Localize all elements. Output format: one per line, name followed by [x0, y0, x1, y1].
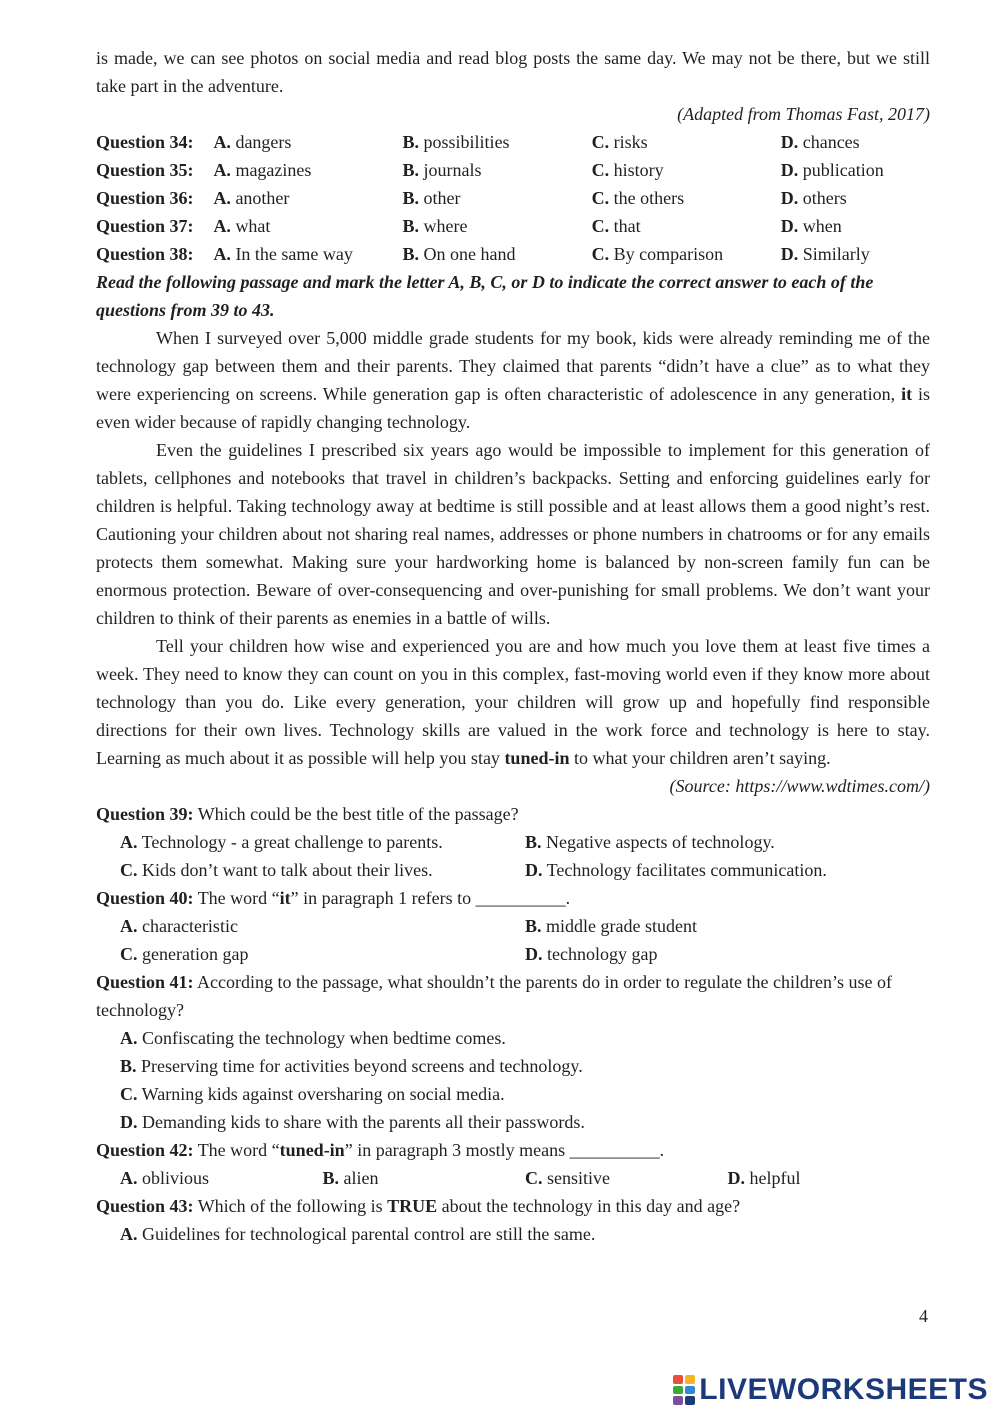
option-c[interactable]: C. Kids don’t want to talk about their lives.	[120, 860, 433, 880]
mcq-row-35	[96, 156, 930, 184]
reading-instruction: Read the following passage and mark the letter A, B, C, or D to indicate the correct answer to each of the questions from 39 to 43.	[96, 272, 874, 320]
option-a[interactable]: A. Technology - a great challenge to parents.	[120, 832, 443, 852]
option-b[interactable]: B. On one hand	[402, 244, 516, 264]
option-c[interactable]: C. generation gap	[120, 944, 249, 964]
logo-text: LIVEWORKSHEETS	[699, 1373, 988, 1406]
option-c[interactable]: C. history	[591, 160, 664, 180]
passage-paragraph-3: Tell your children how wise and experienced you are and how much you love them at least five times a week. They need to know they can count on you in this complex, fast-moving world even if they know more about technology than you do. Like every generation, your children will grow up and hopefully find responsible directions for their own lives. Technology skills are valued in the work force and technology is here to stay. Learning as much about it as possible will help you stay tuned-in to what your children aren’t saying.	[96, 636, 930, 768]
option-d[interactable]: D. Technology facilitates communication.	[525, 860, 827, 880]
question-label: Question 34:	[96, 132, 194, 152]
option-d[interactable]: D. helpful	[727, 1168, 801, 1188]
option-a[interactable]: A. dangers	[213, 132, 292, 152]
option-d[interactable]: D. technology gap	[525, 944, 658, 964]
question-41	[96, 968, 930, 1136]
option-c[interactable]: C. sensitive	[525, 1168, 610, 1188]
question-label: Question 37:	[96, 216, 194, 236]
option-c[interactable]: C. that	[591, 216, 641, 236]
option-a[interactable]: A. Guidelines for technological parental control are still the same.	[120, 1224, 596, 1244]
option-d[interactable]: D. publication	[780, 160, 884, 180]
option-b[interactable]: B. Negative aspects of technology.	[525, 832, 775, 852]
worksheet-page	[96, 44, 930, 1248]
passage-source: (Source: https://www.wdtimes.com/)	[669, 776, 930, 796]
question-stem: Question 43: Which of the following is TRUE about the technology in this day and age?	[96, 1196, 741, 1216]
option-a[interactable]: A. Confiscating the technology when bedtime comes.	[120, 1028, 506, 1048]
question-stem: Question 40: The word “it” in paragraph 1 refers to __________.	[96, 888, 571, 908]
passage-paragraph-1: When I surveyed over 5,000 middle grade students for my book, kids were already reminding me of the technology gap between them and their parents. They claimed that parents “didn’t have a clue” as to what they were experiencing on screens. While generation gap is often characteristic of adolescence in any generation, it is even wider because of rapidly changing technology.	[96, 328, 930, 432]
reading-passage	[96, 324, 930, 800]
option-d[interactable]: D. Similarly	[780, 244, 870, 264]
option-c[interactable]: C. Warning kids against oversharing on social media.	[120, 1084, 505, 1104]
question-stem: Question 39: Which could be the best title of the passage?	[96, 804, 519, 824]
page-number: 4	[919, 1306, 928, 1326]
option-c[interactable]: C. the others	[591, 188, 685, 208]
option-d[interactable]: D. chances	[780, 132, 860, 152]
question-43	[96, 1192, 930, 1248]
question-stem: Question 41: According to the passage, what shouldn’t the parents do in order to regulate the children’s use of technology?	[96, 972, 892, 1020]
liveworksheets-logo	[673, 1372, 988, 1408]
option-a[interactable]: A. another	[213, 188, 290, 208]
option-a[interactable]: A. oblivious	[120, 1168, 210, 1188]
mcq-row-34	[96, 128, 930, 156]
option-a[interactable]: A. In the same way	[213, 244, 353, 264]
question-40	[96, 884, 930, 968]
option-b[interactable]: B. possibilities	[402, 132, 510, 152]
mcq-table	[96, 128, 930, 268]
option-b[interactable]: B. Preserving time for activities beyond screens and technology.	[120, 1056, 583, 1076]
option-a[interactable]: A. what	[213, 216, 271, 236]
mcq-row-37	[96, 212, 930, 240]
mcq-row-36	[96, 184, 930, 212]
option-d[interactable]: D. Demanding kids to share with the parents all their passwords.	[120, 1112, 585, 1132]
option-b[interactable]: B. other	[402, 188, 461, 208]
option-b[interactable]: B. where	[402, 216, 468, 236]
question-label: Question 36:	[96, 188, 194, 208]
intro-text: is made, we can see photos on social media and read blog posts the same day. We may not be there, but we still take part in the adventure.	[96, 48, 930, 96]
question-label: Question 35:	[96, 160, 194, 180]
option-a[interactable]: A. characteristic	[120, 916, 238, 936]
option-b[interactable]: B. alien	[322, 1168, 379, 1188]
mcq-row-38	[96, 240, 930, 268]
question-39	[96, 800, 930, 884]
question-42	[96, 1136, 930, 1192]
liveworksheets-logo-icon	[673, 1375, 695, 1405]
option-c[interactable]: C. By comparison	[591, 244, 724, 264]
option-c[interactable]: C. risks	[591, 132, 648, 152]
passage-paragraph-2: Even the guidelines I prescribed six years ago would be impossible to implement for this generation of tablets, cellphones and notebooks that travel in children’s backpacks. Setting and enforcing guidelines early for children is helpful. Taking technology away at bedtime is still possible and at least allows them a good night’s rest. Cautioning your children about not sharing real names, addresses or phone numbers in chatrooms or for any emails protects them somewhat. Making sure your hardworking home is balanced by non-screen family fun can be enormous protection. Beware of over-consequencing and over-punishing for small problems. We don’t want your children to think of their parents as enemies in a battle of wills.	[96, 440, 930, 628]
option-d[interactable]: D. others	[780, 188, 847, 208]
option-b[interactable]: B. journals	[402, 160, 482, 180]
option-a[interactable]: A. magazines	[213, 160, 312, 180]
intro-source: (Adapted from Thomas Fast, 2017)	[677, 104, 930, 124]
option-b[interactable]: B. middle grade student	[525, 916, 697, 936]
question-label: Question 38:	[96, 244, 194, 264]
question-stem: Question 42: The word “tuned-in” in paragraph 3 mostly means __________.	[96, 1140, 665, 1160]
option-d[interactable]: D. when	[780, 216, 842, 236]
